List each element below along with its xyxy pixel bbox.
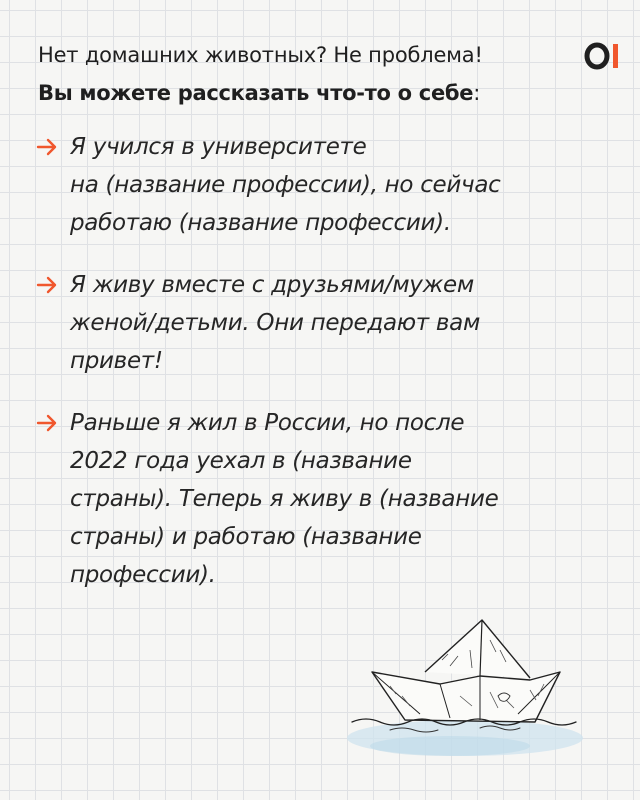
arrow-right-icon (36, 136, 58, 158)
list-item (36, 404, 596, 594)
intro-text: Нет домашних животных? Не проблема! (38, 43, 483, 67)
page-title-colon: : (473, 81, 480, 105)
list-item (36, 128, 596, 242)
examples-list (36, 128, 596, 618)
brand-logo-icon (582, 36, 622, 76)
arrow-right-icon (36, 274, 58, 296)
arrow-right-icon (36, 412, 58, 434)
list-item (36, 266, 596, 380)
header (38, 36, 608, 112)
page-title (38, 74, 608, 112)
list-item-text: Раньше я жил в России, но после 2022 года уехал в (название страны). Теперь я живу в (название страны) и работаю (название профессии). (70, 410, 499, 588)
paper-boat-icon (330, 610, 590, 770)
list-item-text: Я живу вместе с друзьями/мужем женой/детьми. Они передают вам привет! (70, 272, 481, 374)
page-title-text: Вы можете рассказать что-то о себе (38, 81, 474, 105)
list-item-text: Я учился в университете на (название профессии), но сейчас работаю (название профессии). (70, 134, 501, 236)
